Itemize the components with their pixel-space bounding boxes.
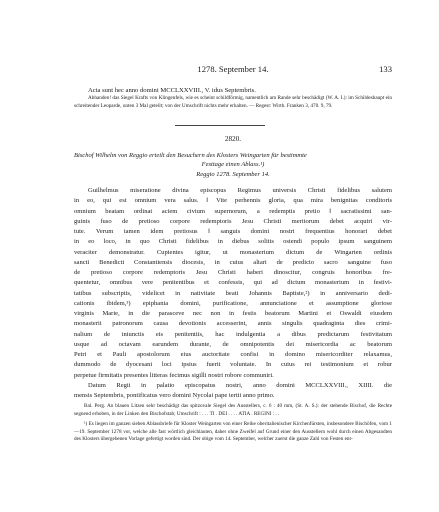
running-head [74,64,392,78]
body-line: guinis fuso de pretioso corpore redemptoris Jesu Christi meritorum debet acquiri vir- [74,217,392,225]
body-line: in eo, qui est omnium vera salus. ‖ Vite perhennis gloria, qua mira benignitas conditoris [74,197,392,205]
document-number: 2820. [224,135,242,143]
body-line: dummodo de dyocesani loci ipsius fuerit voluntate. In cuius rei testimonium et robur [74,361,392,369]
page-number: 133 [379,64,392,74]
body-line: Datum Regii in palatio episcopatus nostri, anno domini MCCLXXVIII., XIIII. die [88,381,392,389]
body-line: tatibus subscriptis, videlicet in nativitate beati Johannis Baptiste,²) in anniversario dedi- [74,289,392,297]
seal-description-note: Abhanden! das Siegel Krafts von Klingenfels, wie es scheint schildförmig, namentlich am Rande sehr beschädigt (W. A. I.): im Schildeshaupt ein schreitender Leoparde, unten 3 Mal geteilt; von der Umschrift nichts mehr erhalten. — Regest: Wirth. Franken 3, 470. 9, 79. [74,95,392,109]
body-line: omnium beatam ordinat aciem civium supernorum, a redemptis pretio ‖ sacratissimi san- [74,207,392,215]
document-title-line-1: Bischof Wilhelm von Reggio erteilt den Besuchern des Klosters Weingarten für bestimmte [74,152,307,159]
seal-note: Bal. Perg. An blauen Litzen sehr beschädigt das spitzovale Siegel des Ausstellers, c. 6 : 40 mm, (St. A. S.): der stehende Bischof, die Rechte segnend erhoben, in der Linken den Bischofstab; Umschrift : . . . TI . DEI . . . . ATIA . REGINI : . . [74,403,392,417]
body-line: monasterii patronorum causa devotionis accesserint, annis singulis quadraginta dies crimi- [74,320,392,328]
document-title-line-2: Festtage einen Ablass.¹) [201,161,265,169]
document-body [74,186,392,401]
body-line: tute. Verum tamen idem pretiosus ‖ sanguis domini nostri frequentius honorari debet [74,228,392,235]
body-line: perpetue firmitatis presentes litteras fecimus sigilli nostri robore communiri. [74,371,274,379]
place-date: Reggio 1278. September 14. [196,171,270,178]
body-line: nalium de iniunctis eis penitentiis, hac indulgentia a dibus predictarum festivitatum [74,330,392,338]
body-line: sancti Benedicti Constantiensis diocesis, in cuius altari de predicto sacro sanguine fuso [74,258,392,266]
body-line: de pretioso corpore redemptoris Jesu Christi haberi dinoscitur, congruis honoribus fre- [74,269,392,276]
body-line: veraciter demonstratur. Cupientes igitur, ut monasterium dictum de Wingarten ordinis [74,248,392,256]
document-title [74,151,392,169]
actum-line: Acta sunt hec anno domini MCCLXXVIII., V. idus Septembris. [88,87,256,94]
body-line: Guilhelmus miseratione divina episcopus Regimus universis Christi fidelibus salutem [88,187,392,194]
body-line: mensis Septembris, pontificatus vero domini Nycolai pape tertii anno primo. [74,392,275,399]
body-line: usque ad octavam earundem durante, de omnipotentis dei misericordia ac beatorum [74,340,392,348]
running-head-date: 1278. September 14. [197,64,269,74]
body-line: cationis ibidem,³) epiphania domini, purificatione, annunciatione et assumptione gloriose [74,299,392,307]
body-line: in eo loco, in quo Christi fidelibus in diebus solitis ostendi populo ipsum sanguinem [74,238,392,246]
body-line: quentetur, omnibus vere penitentibus et confessis, qui ad dictum monasterium in festivi- [74,279,392,287]
section-divider [175,125,265,126]
body-line: virginis Marie, in die parasceve nec non in festis beatorum Martini et Oswaldi eiusdem [74,310,392,317]
footnote: ¹) Es liegen im ganzen sieben Ablassbriefe für Kloster Weingarten von einer Reihe oberitalienischer Kirchenfürsten, insbesondere Bischöfen, vom 1—19. September 1278 vor, welche alle fast wörtlich gleichlauten, daher ohne Zweifel auf Grund einer den Ausstellern wohl durch einen Abgesandten des Klosters übergebenen Vorlage gefertigt worden sind. Der obige vom 14. September, welcher zuerst die ganze Zahl von Festen ent- [74,421,392,443]
body-line: Petri et Pauli apostolorum eius auctoritate confisi in domino misericorditer relaxamus, [74,351,392,358]
